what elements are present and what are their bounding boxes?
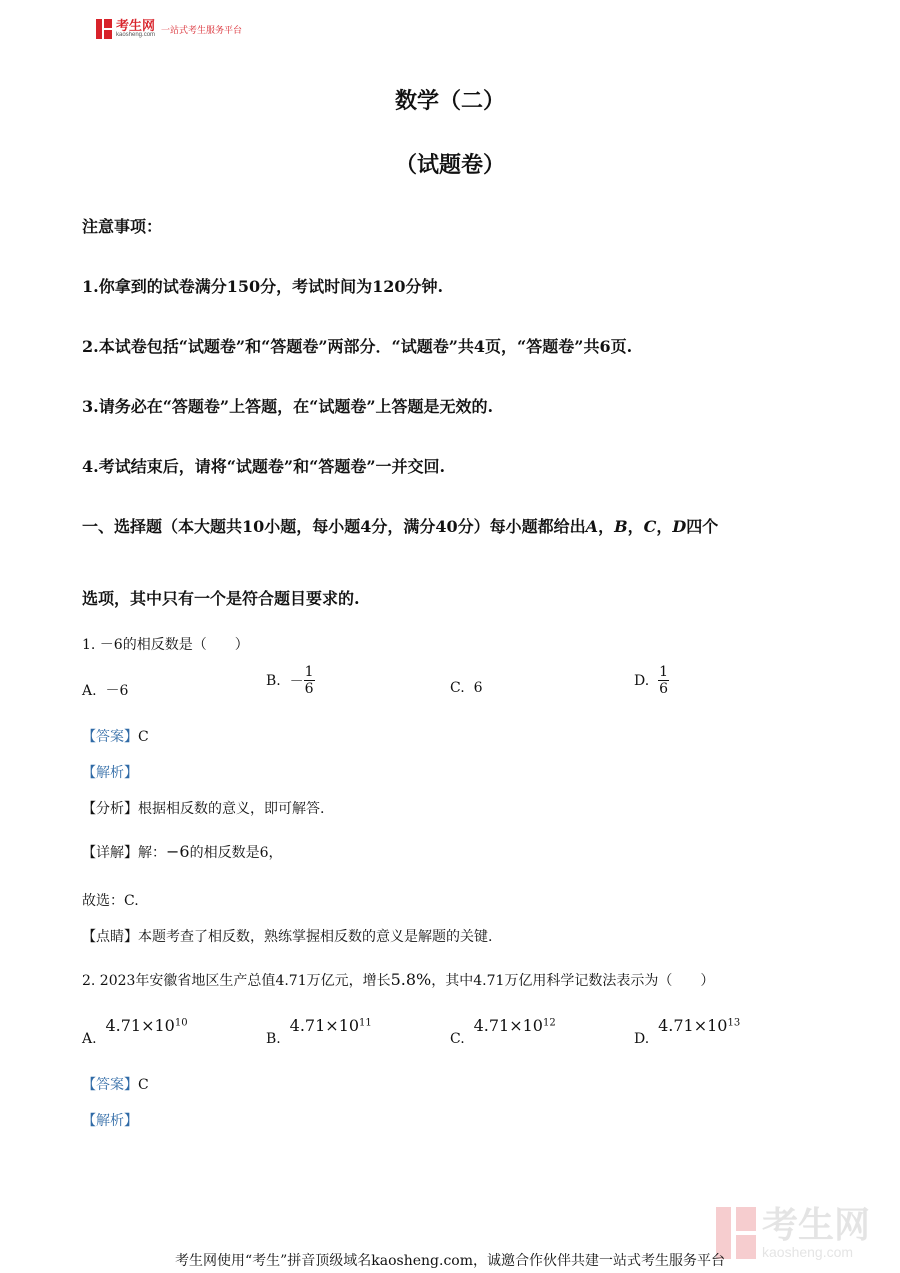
q1-analysis bbox=[82, 762, 138, 782]
analysis-tag: 【解析】 bbox=[82, 765, 138, 781]
separator: ， bbox=[656, 517, 673, 536]
logo-slogan: 一站式考生服务平台 bbox=[161, 24, 243, 35]
q1-option-d: D. $\frac{1}{6}$ bbox=[634, 664, 669, 697]
answer-tag: 【答案】 bbox=[82, 729, 138, 745]
notice-item: 3.请务必在“答题卷”上答题，在“试题卷”上答题是无效的. bbox=[82, 397, 494, 416]
answer-tag: 【答案】 bbox=[82, 1077, 138, 1093]
section-heading bbox=[82, 514, 718, 537]
fraction: $\frac{1}{6}$ bbox=[659, 664, 669, 697]
q2-answer: 【答案】C bbox=[82, 1077, 149, 1093]
watermark-domain: kaosheng.com bbox=[762, 1244, 854, 1260]
logo-text bbox=[116, 17, 156, 39]
notice-item: 4.考试结束后，请将“试题卷”和“答题卷”一并交回. bbox=[82, 457, 446, 476]
option-letter: A bbox=[585, 517, 599, 536]
option-letter: D bbox=[672, 517, 687, 536]
q1-option-b: B. － $\frac{1}{6}$ bbox=[266, 664, 314, 697]
header-logo bbox=[96, 18, 242, 40]
question-2-stem: 2. 2023年安徽省地区生产总值4.71万亿元，增长5.8%，其中4.71万亿用科学记数法表示为（ ） bbox=[82, 970, 715, 989]
section-line2: 选项，其中只有一个是符合题目要求的. bbox=[82, 589, 360, 608]
option-letter: B bbox=[614, 517, 628, 536]
logo-domain: kaosheng.com bbox=[116, 31, 156, 38]
question-1-stem: 1. －6的相反数是（ ） bbox=[82, 637, 249, 653]
q2-option-a: A. $4.71\times 10^{10}$ bbox=[82, 1016, 188, 1047]
section-line1-suffix: 四个 bbox=[686, 517, 719, 536]
fraction: $\frac{1}{6}$ bbox=[304, 664, 314, 697]
page-title: 数学（二） bbox=[394, 88, 505, 114]
q2-option-b: B. $4.71\times 10^{11}$ bbox=[266, 1016, 372, 1047]
analysis-tag: 【解析】 bbox=[82, 1113, 138, 1129]
q1-xiangjie: 【详解】解：−6的相反数是6， bbox=[82, 842, 283, 861]
q1-dianjing: 【点睛】本题考查了相反数，熟练掌握相反数的意义是解题的关键. bbox=[82, 929, 493, 945]
q1-option-c: C. 6 bbox=[450, 680, 483, 696]
q2-option-c: C. $4.71\times 10^{12}$ bbox=[450, 1016, 556, 1047]
section-line1-prefix: 一、选择题（本大题共10小题，每小题4分，满分40分）每小题都给出 bbox=[82, 517, 586, 536]
q2-option-d: D. $4.71\times 10^{13}$ bbox=[634, 1016, 741, 1047]
page-subtitle: （试题卷） bbox=[394, 152, 505, 178]
notice-heading: 注意事项： bbox=[82, 217, 163, 236]
option-letter: C bbox=[643, 517, 657, 536]
watermark-name: 考生网 bbox=[762, 1204, 871, 1245]
page-footer: 考生网使用“考生”拼音顶级域名kaosheng.com，诚邀合作伙伴共建一站式考生服务平台 bbox=[174, 1253, 726, 1269]
logo-name: 考生网 bbox=[116, 17, 156, 33]
logo-icon bbox=[96, 19, 112, 39]
q1-option-a: A. －6 bbox=[82, 683, 129, 699]
q1-answer: 【答案】C bbox=[82, 729, 149, 745]
q2-analysis bbox=[82, 1110, 138, 1130]
separator: ， bbox=[627, 517, 644, 536]
separator: ， bbox=[598, 517, 615, 536]
notice-item: 2.本试卷包括“试题卷”和“答题卷”两部分．“试题卷”共4页，“答题卷”共6页. bbox=[82, 337, 633, 356]
q1-guxuan: 故选：C. bbox=[82, 893, 139, 909]
notice-item: 1.你拿到的试卷满分150分，考试时间为120分钟. bbox=[82, 277, 444, 296]
q1-fenxi: 【分析】根据相反数的意义，即可解答. bbox=[82, 801, 325, 817]
